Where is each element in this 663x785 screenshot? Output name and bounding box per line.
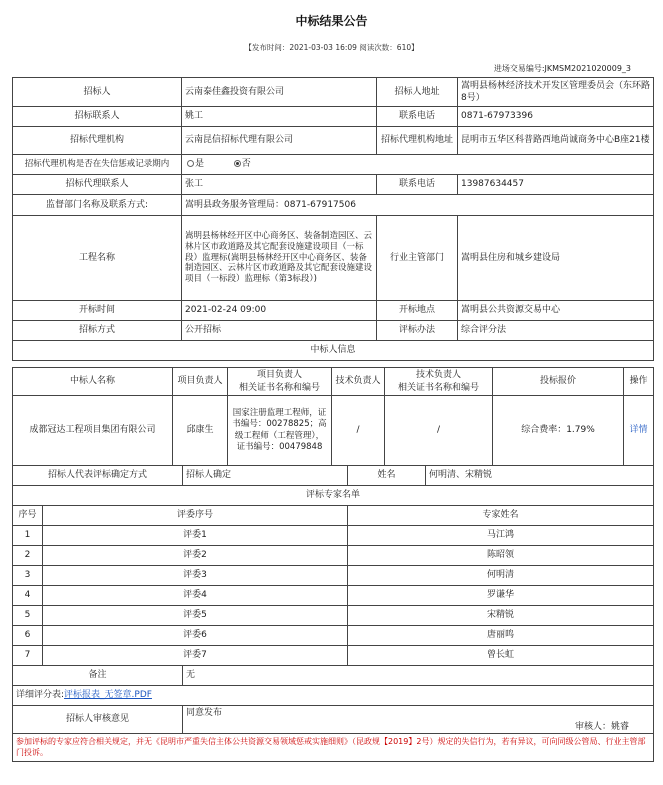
agency-phone-value: 13987634457	[458, 175, 654, 195]
attachment-row	[13, 686, 654, 706]
winner-tech: /	[332, 396, 385, 466]
rep-name-label: 姓名	[348, 466, 426, 486]
radio-no-label: 否	[241, 159, 251, 170]
auditor: 审核人：姚睿	[575, 721, 630, 732]
warning-notice: 参加评标的专家应符合相关规定，并无《昆明市严重失信主体公共资源交易领域惩戒实施细则》（昆政规【2019】2号）规定的失信行为，若有异议，可向同级公管局、行业主管部门投诉。	[13, 734, 654, 762]
expert-name: 何明清	[348, 566, 654, 586]
rep-name-value: 何明清、宋精锐	[426, 466, 654, 486]
open-time-label: 开标时间	[13, 301, 182, 321]
open-time-value: 2021-02-24 09:00	[182, 301, 377, 321]
tenderer-value: 云南泰佳鑫投资有限公司	[182, 78, 377, 107]
eval-method-label: 评标办法	[377, 321, 458, 341]
winner-manager-cert: 国家注册监理工程师，证书编号：00278825；高级工程师（工程管理），证书编号：00479848	[228, 396, 332, 466]
expert-no: 2	[13, 546, 43, 566]
winner-header-price: 投标报价	[493, 368, 624, 396]
page-title: 中标结果公告	[295, 14, 368, 28]
winner-name: 成都冠达工程项目集团有限公司	[13, 396, 173, 466]
expert-name: 陈昭领	[348, 546, 654, 566]
industry-dept-value: 嵩明县住房和城乡建设局	[458, 216, 654, 301]
tenderer-contact-value: 姚工	[182, 107, 377, 127]
dishonest-options	[182, 155, 654, 175]
expert-name: 唐丽鸣	[348, 626, 654, 646]
expert-header-no: 序号	[13, 506, 43, 526]
audit-value: 同意发布	[186, 708, 223, 719]
info-table	[12, 77, 654, 361]
dishonest-question: 招标代理机构是否在失信惩戒记录期内	[13, 155, 182, 175]
expert-name: 宋精锐	[348, 606, 654, 626]
table-row	[13, 526, 654, 546]
rep-method-label: 招标人代表评标确定方式	[13, 466, 183, 486]
tenderer-label: 招标人	[13, 78, 182, 107]
winner-header-tech-cert: 技术负责人 相关证书名称和编号	[385, 368, 493, 396]
supervisor-label: 监督部门名称及联系方式:	[13, 195, 182, 216]
expert-no: 6	[13, 626, 43, 646]
expert-seat: 评委6	[43, 626, 348, 646]
expert-header-name: 专家姓名	[348, 506, 654, 526]
expert-name: 罗谦华	[348, 586, 654, 606]
project-label: 工程名称	[13, 216, 182, 301]
expert-seat: 评委5	[43, 606, 348, 626]
supervisor-value: 嵩明县政务服务管理局：0871-67917506	[182, 195, 654, 216]
expert-name: 曾长虹	[348, 646, 654, 666]
agency-value: 云南昆信招标代理有限公司	[182, 127, 377, 155]
tenderer-addr-label: 招标人地址	[377, 78, 458, 107]
open-place-label: 开标地点	[377, 301, 458, 321]
winner-header-manager-cert: 项目负责人 相关证书名称和编号	[228, 368, 332, 396]
table-row	[13, 626, 654, 646]
winner-manager: 邱康生	[173, 396, 228, 466]
expert-no: 4	[13, 586, 43, 606]
expert-no: 1	[13, 526, 43, 546]
agency-addr-label: 招标代理机构地址	[377, 127, 458, 155]
expert-seat: 评委2	[43, 546, 348, 566]
table-row	[13, 546, 654, 566]
winner-price: 综合费率：1.79%	[493, 396, 624, 466]
remarks-value: 无	[183, 666, 654, 686]
tenderer-phone-value: 0871-67973396	[458, 107, 654, 127]
eval-method-value: 综合评分法	[458, 321, 654, 341]
winner-header-tech: 技术负责人	[332, 368, 385, 396]
attachment-label: 详细评分表:	[16, 690, 65, 701]
experts-section-title: 评标专家名单	[13, 486, 654, 506]
tenderer-phone-label: 联系电话	[377, 107, 458, 127]
agency-addr-value: 昆明市五华区科普路西地尚诚商务中心B座21楼	[458, 127, 654, 155]
winner-header-action: 操作	[624, 368, 654, 396]
audit-label: 招标人审核意见	[13, 706, 183, 734]
winner-header-name: 中标人名称	[13, 368, 173, 396]
publish-meta: 【发布时间：2021-03-03 16:09 阅读次数：610】	[244, 43, 419, 52]
expert-no: 7	[13, 646, 43, 666]
radio-no[interactable]	[234, 160, 241, 167]
table-row	[13, 586, 654, 606]
tenderer-addr-value: 嵩明县杨林经济技术开发区管理委员会（东环路8号）	[458, 78, 654, 107]
agency-label: 招标代理机构	[13, 127, 182, 155]
expert-name: 马江鸿	[348, 526, 654, 546]
expert-seat: 评委3	[43, 566, 348, 586]
winner-header-manager: 项目负责人	[173, 368, 228, 396]
attachment-link[interactable]: 评标报表_无签章.PDF	[64, 690, 152, 701]
experts-table	[12, 465, 654, 762]
table-row	[13, 566, 654, 586]
winner-detail-link[interactable]: 详情	[624, 396, 654, 466]
winner-section-title: 中标人信息	[13, 341, 654, 361]
radio-yes[interactable]	[187, 160, 194, 167]
winner-tech-cert: /	[385, 396, 493, 466]
open-place-value: 嵩明县公共资源交易中心	[458, 301, 654, 321]
remarks-label: 备注	[13, 666, 183, 686]
agency-phone-label: 联系电话	[377, 175, 458, 195]
radio-yes-label: 是	[195, 159, 205, 170]
expert-seat: 评委7	[43, 646, 348, 666]
table-row	[13, 646, 654, 666]
industry-dept-label: 行业主管部门	[377, 216, 458, 301]
agency-contact-label: 招标代理联系人	[13, 175, 182, 195]
expert-header-seat: 评委序号	[43, 506, 348, 526]
tenderer-contact-label: 招标联系人	[13, 107, 182, 127]
agency-contact-value: 张工	[182, 175, 377, 195]
transaction-number: 进场交易编号:JKMSM2021020009_3	[493, 64, 631, 73]
expert-seat: 评委4	[43, 586, 348, 606]
expert-no: 5	[13, 606, 43, 626]
bid-method-value: 公开招标	[182, 321, 377, 341]
expert-seat: 评委1	[43, 526, 348, 546]
audit-cell	[183, 706, 654, 734]
bid-method-label: 招标方式	[13, 321, 182, 341]
table-row	[13, 606, 654, 626]
project-value: 嵩明县杨林经开区中心商务区、装备制造园区、云林片区市政道路及其它配套设施建设项目（一标段）监理标(嵩明县杨林经开区中心商务区、装备制造园区、云林片区市政道路及其它配套设施建设项目（一标段）监理标（第3标段）)	[182, 216, 377, 301]
expert-no: 3	[13, 566, 43, 586]
rep-method-value: 招标人确定	[183, 466, 348, 486]
winner-table	[12, 367, 654, 466]
